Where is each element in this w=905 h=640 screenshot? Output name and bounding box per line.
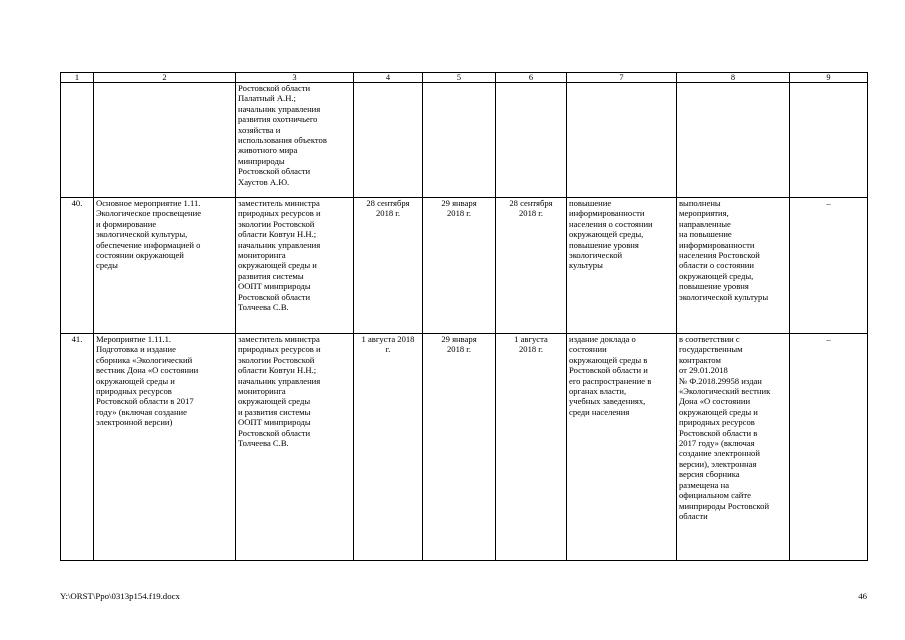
- column-header: 1: [61, 73, 94, 83]
- report-table: [60, 72, 868, 561]
- plan-start-cell: 1 августа 2018 г.: [354, 334, 423, 561]
- table-row: [61, 334, 868, 561]
- expected-result-cell: [567, 83, 677, 198]
- column-header: 8: [677, 73, 790, 83]
- achieved-result-cell: в соответствии с государственным контрактом от 29.01.2018 № Ф.2018.29958 издан «Экологический вестник Дона «О состоянии окружающей среды и природных ресурсов Ростовской области в 2017 году» (включая создание электронной версии), электронная версия сборника размещена на официальном сайте минприроды Ростовской области: [677, 334, 790, 561]
- plan-end-cell: [423, 83, 496, 198]
- plan-start-cell: [354, 83, 423, 198]
- plan-end-cell: 29 января 2018 г.: [423, 334, 496, 561]
- footer-file-path: Y:\ORST\Ppo\0313p154.f19.docx: [60, 591, 180, 601]
- column-header: 2: [94, 73, 236, 83]
- row-number: 40.: [61, 198, 94, 334]
- achieved-result-cell: выполнены мероприятия, направленные на повышение информированности населения Ростовской области о состоянии окружающей среды, повышение уровня экологической культуры: [677, 198, 790, 334]
- actual-start-cell: 1 августа 2018 г.: [496, 334, 567, 561]
- problems-cell: [790, 83, 868, 198]
- column-header: 3: [236, 73, 354, 83]
- actual-start-cell: 28 сентября 2018 г.: [496, 198, 567, 334]
- event-cell: [94, 83, 236, 198]
- problems-cell: –: [790, 334, 868, 561]
- column-header: 7: [567, 73, 677, 83]
- event-cell: Основное мероприятие 1.11. Экологическое просвещение и формирование экологической культуры, обеспечение информацией о состоянии окружающей среды: [94, 198, 236, 334]
- expected-result-cell: повышение информированности населения о состоянии окружающей среды, повышение уровня экологической культуры: [567, 198, 677, 334]
- actual-start-cell: [496, 83, 567, 198]
- achieved-result-cell: [677, 83, 790, 198]
- plan-end-cell: 29 января 2018 г.: [423, 198, 496, 334]
- page-number: 46: [858, 591, 867, 601]
- responsible-cell: заместитель министра природных ресурсов и экологии Ростовской области Ковтун Н.Н.; начальник управления мониторинга окружающей среды и развития системы ООПТ минприроды Ростовской области Толчеева С.В.: [236, 334, 354, 561]
- header-row: [61, 73, 868, 83]
- column-header: 5: [423, 73, 496, 83]
- column-header: 4: [354, 73, 423, 83]
- column-header: 9: [790, 73, 868, 83]
- responsible-cell: заместитель министра природных ресурсов и экологии Ростовской области Ковтун Н.Н.; начальник управления мониторинга окружающей среды и развития системы ООПТ минприроды Ростовской области Толчеева С.В.: [236, 198, 354, 334]
- row-number: [61, 83, 94, 198]
- problems-cell: –: [790, 198, 868, 334]
- expected-result-cell: издание доклада о состоянии окружающей среды в Ростовской области и его распространение в органах власти, учебных заведениях, среди населения: [567, 334, 677, 561]
- row-number: 41.: [61, 334, 94, 561]
- column-header: 6: [496, 73, 567, 83]
- plan-start-cell: 28 сентября 2018 г.: [354, 198, 423, 334]
- table-row: [61, 198, 868, 334]
- responsible-cell: Ростовской области Палатный А.Н.; начальник управления развития охотничьего хозяйства и использования объектов животного мира минприроды Ростовской области Хаустов А.Ю.: [236, 83, 354, 198]
- event-cell: Мероприятие 1.11.1. Подготовка и издание сборника «Экологический вестник Дона «О состоянии окружающей среды и природных ресурсов Ростовской области в 2017 году» (включая создание электронной версии): [94, 334, 236, 561]
- table-row: [61, 83, 868, 198]
